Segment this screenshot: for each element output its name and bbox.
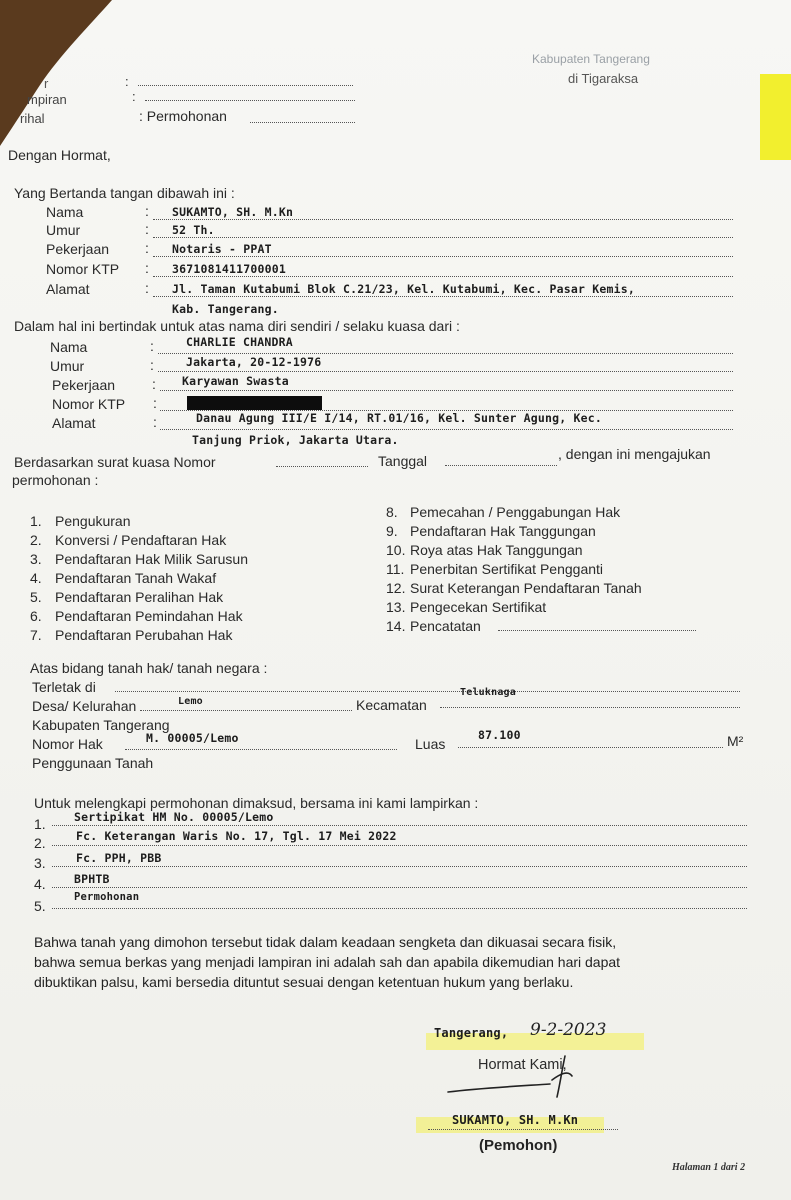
statement-line-3: dibuktikan palsu, kami bersedia dituntut sesuai dengan ketentuan hukum yang berlaku. bbox=[34, 974, 574, 990]
client-alamat-value: Danau Agung III/E I/14, RT.01/16, Kel. Sunter Agung, Kec. bbox=[196, 411, 603, 425]
land-kecamatan-value: Teluknaga bbox=[460, 687, 516, 698]
field-line-signer-umur bbox=[153, 237, 733, 238]
land-luas-label: Luas bbox=[415, 736, 446, 752]
signature-role: (Pemohon) bbox=[479, 1137, 558, 1154]
signature-line bbox=[428, 1129, 618, 1130]
colon-client-ktp: : bbox=[153, 395, 157, 411]
land-desa-label: Desa/ Kelurahan bbox=[32, 698, 137, 714]
field-line-kuasa-tanggal bbox=[445, 465, 557, 466]
signature-name: SUKAMTO, SH. M.Kn bbox=[452, 1113, 579, 1127]
service-item: 13. Pengecekan Sertifikat bbox=[386, 599, 547, 615]
field-line-signer-pekerjaan bbox=[153, 256, 733, 257]
attachment-line bbox=[52, 887, 747, 888]
field-line-client-pekerjaan bbox=[160, 390, 733, 391]
colon-signer-ktp: : bbox=[145, 260, 149, 276]
attachment-text: Fc. PPH, PBB bbox=[76, 851, 162, 865]
land-luas-value: 87.100 bbox=[478, 728, 521, 742]
attachment-line bbox=[52, 866, 747, 867]
attachment-text: BPHTB bbox=[74, 872, 110, 886]
client-nama-label: Nama bbox=[50, 339, 88, 355]
service-item: 10. Roya atas Hak Tanggungan bbox=[386, 542, 583, 558]
service-item: 12. Surat Keterangan Pendaftaran Tanah bbox=[386, 580, 642, 596]
field-line-kepada bbox=[138, 85, 353, 86]
attach-intro: Untuk melengkapi permohonan dimaksud, bersama ini kami lampirkan : bbox=[34, 795, 479, 811]
attachment-text: Sertipikat HM No. 00005/Lemo bbox=[74, 810, 274, 824]
attachment-text: Permohonan bbox=[74, 891, 140, 903]
land-desa-value: Lemo bbox=[178, 696, 203, 707]
handwritten-signature bbox=[440, 1050, 600, 1100]
field-line-kuasa-nomor bbox=[276, 466, 368, 467]
field-line-nomor-hak bbox=[125, 749, 397, 750]
signer-umur-value: 52 Th. bbox=[172, 223, 215, 237]
signer-alamat-label: Alamat bbox=[46, 281, 90, 297]
signer-alamat-value-2: Kab. Tangerang. bbox=[172, 302, 279, 316]
redacted-ktp-block bbox=[187, 396, 322, 410]
colon-signer-umur: : bbox=[145, 221, 149, 237]
client-alamat-label: Alamat bbox=[52, 415, 96, 431]
client-nama-value: CHARLIE CHANDRA bbox=[186, 335, 293, 349]
kuasa-line2: permohonan : bbox=[12, 472, 99, 488]
service-item: 14. Pencatatan bbox=[386, 618, 481, 634]
service-item: 5. Pendaftaran Peralihan Hak bbox=[30, 589, 224, 605]
field-line-kecamatan bbox=[440, 707, 740, 708]
colon-signer-alamat: : bbox=[145, 280, 149, 296]
attachment-line bbox=[52, 845, 747, 846]
field-line-signer-nama bbox=[153, 219, 733, 220]
signer-ktp-label: Nomor KTP bbox=[46, 261, 120, 277]
attachment-num: 1. bbox=[34, 816, 46, 832]
signer-nama-value: SUKAMTO, SH. M.Kn bbox=[172, 205, 294, 219]
colon-client-alamat: : bbox=[153, 414, 157, 430]
colon-signer-pekerjaan: : bbox=[145, 240, 149, 256]
perihal-value: : Permohonan bbox=[139, 108, 227, 124]
addressee-line: Kabupaten Tangerang bbox=[532, 52, 650, 66]
colon-client-pekerjaan: : bbox=[152, 376, 156, 392]
land-kabupaten-label: Kabupaten Tangerang bbox=[32, 717, 170, 733]
field-line-client-nama bbox=[158, 353, 733, 354]
attachment-line bbox=[52, 908, 747, 909]
statement-line-2: bahwa semua berkas yang menjadi lampiran ini adalah sah dan apabila dikemudian hari dapat bbox=[34, 954, 621, 970]
page-number: Halaman 1 dari 2 bbox=[672, 1162, 746, 1173]
attachment-num: 4. bbox=[34, 876, 46, 892]
signer-pekerjaan-label: Pekerjaan bbox=[46, 241, 110, 257]
land-terletak-label: Terletak di bbox=[32, 679, 96, 695]
field-line-client-alamat bbox=[160, 429, 733, 430]
client-umur-value: Jakarta, 20-12-1976 bbox=[186, 355, 322, 369]
label-lampiran: mpiran bbox=[27, 92, 67, 107]
colon-kepada: : bbox=[125, 74, 129, 89]
service-item: 7. Pendaftaran Perubahan Hak bbox=[30, 627, 233, 643]
client-pekerjaan-value: Karyawan Swasta bbox=[182, 374, 289, 388]
signer-alamat-value: Jl. Taman Kutabumi Blok C.21/23, Kel. Kutabumi, Kec. Pasar Kemis, bbox=[172, 282, 636, 296]
land-nomor-hak-value: M. 00005/Lemo bbox=[146, 731, 239, 745]
signer-intro: Yang Bertanda tangan dibawah ini : bbox=[14, 185, 235, 201]
colon-client-nama: : bbox=[150, 338, 154, 354]
folded-corner bbox=[0, 0, 120, 150]
client-pekerjaan-label: Pekerjaan bbox=[52, 377, 116, 393]
service-item: 11. Penerbitan Sertifikat Pengganti bbox=[386, 561, 604, 577]
represent-intro: Dalam hal ini bertindak untuk atas nama diri sendiri / selaku kuasa dari : bbox=[14, 318, 460, 334]
service-item: 1. Pengukuran bbox=[30, 513, 131, 529]
field-line-desa bbox=[140, 710, 352, 711]
service-item: 3. Pendaftaran Hak Milik Sarusun bbox=[30, 551, 248, 567]
signer-pekerjaan-value: Notaris - PPAT bbox=[172, 242, 272, 256]
label-kepada: r bbox=[44, 76, 49, 91]
label-perihal: rihal bbox=[20, 111, 45, 126]
field-line-signer-alamat bbox=[153, 296, 733, 297]
service-item: 2. Konversi / Pendaftaran Hak bbox=[30, 532, 227, 548]
land-intro: Atas bidang tanah hak/ tanah negara : bbox=[30, 660, 268, 676]
field-line-lampiran bbox=[145, 100, 355, 101]
attachment-num: 2. bbox=[34, 835, 46, 851]
field-line-luas bbox=[458, 747, 723, 748]
kuasa-prefix: Berdasarkan surat kuasa Nomor bbox=[14, 454, 216, 470]
field-line-client-umur bbox=[158, 371, 733, 372]
attachment-num: 5. bbox=[34, 898, 46, 914]
salutation: Dengan Hormat, bbox=[8, 147, 111, 163]
service-item: 4. Pendaftaran Tanah Wakaf bbox=[30, 570, 217, 586]
colon-lampiran: : bbox=[132, 89, 136, 104]
signer-ktp-value: 3671081411700001 bbox=[172, 262, 286, 276]
service-item: 9. Pendaftaran Hak Tanggungan bbox=[386, 523, 596, 539]
attachment-num: 3. bbox=[34, 855, 46, 871]
land-penggunaan-label: Penggunaan Tanah bbox=[32, 755, 154, 771]
attachment-text: Fc. Keterangan Waris No. 17, Tgl. 17 Mei 2022 bbox=[76, 829, 397, 843]
service-item: 6. Pendaftaran Pemindahan Hak bbox=[30, 608, 243, 624]
signer-nama-label: Nama bbox=[46, 204, 84, 220]
client-umur-label: Umur bbox=[50, 358, 85, 374]
statement-line-1: Bahwa tanah yang dimohon tersebut tidak dalam keadaan sengketa dan dikuasai secara fisik, bbox=[34, 934, 617, 950]
signature-date-handwritten: 9-2-2023 bbox=[530, 1020, 607, 1040]
yellow-sticky-tab bbox=[760, 74, 791, 160]
addressee-location: di Tigaraksa bbox=[568, 71, 639, 86]
land-kecamatan-label: Kecamatan bbox=[356, 697, 427, 713]
kuasa-suffix: , dengan ini mengajukan bbox=[558, 446, 711, 462]
service-item: 8. Pemecahan / Penggabungan Hak bbox=[386, 504, 621, 520]
client-alamat-value-2: Tanjung Priok, Jakarta Utara. bbox=[192, 433, 399, 447]
field-line-pencatatan bbox=[498, 630, 696, 631]
colon-client-umur: : bbox=[150, 357, 154, 373]
field-line-terletak bbox=[115, 691, 740, 692]
land-luas-unit: M² bbox=[727, 733, 744, 749]
land-nomor-hak-label: Nomor Hak bbox=[32, 736, 103, 752]
signature-closing: Hormat Kami, bbox=[478, 1057, 567, 1073]
client-ktp-label: Nomor KTP bbox=[52, 396, 126, 412]
signer-umur-label: Umur bbox=[46, 222, 81, 238]
attachment-line bbox=[52, 825, 747, 826]
kuasa-tanggal-label: Tanggal bbox=[378, 453, 428, 469]
field-line-signer-ktp bbox=[153, 276, 733, 277]
colon-signer-nama: : bbox=[145, 203, 149, 219]
signature-place: Tangerang, bbox=[434, 1026, 509, 1040]
field-line-perihal bbox=[250, 122, 355, 123]
